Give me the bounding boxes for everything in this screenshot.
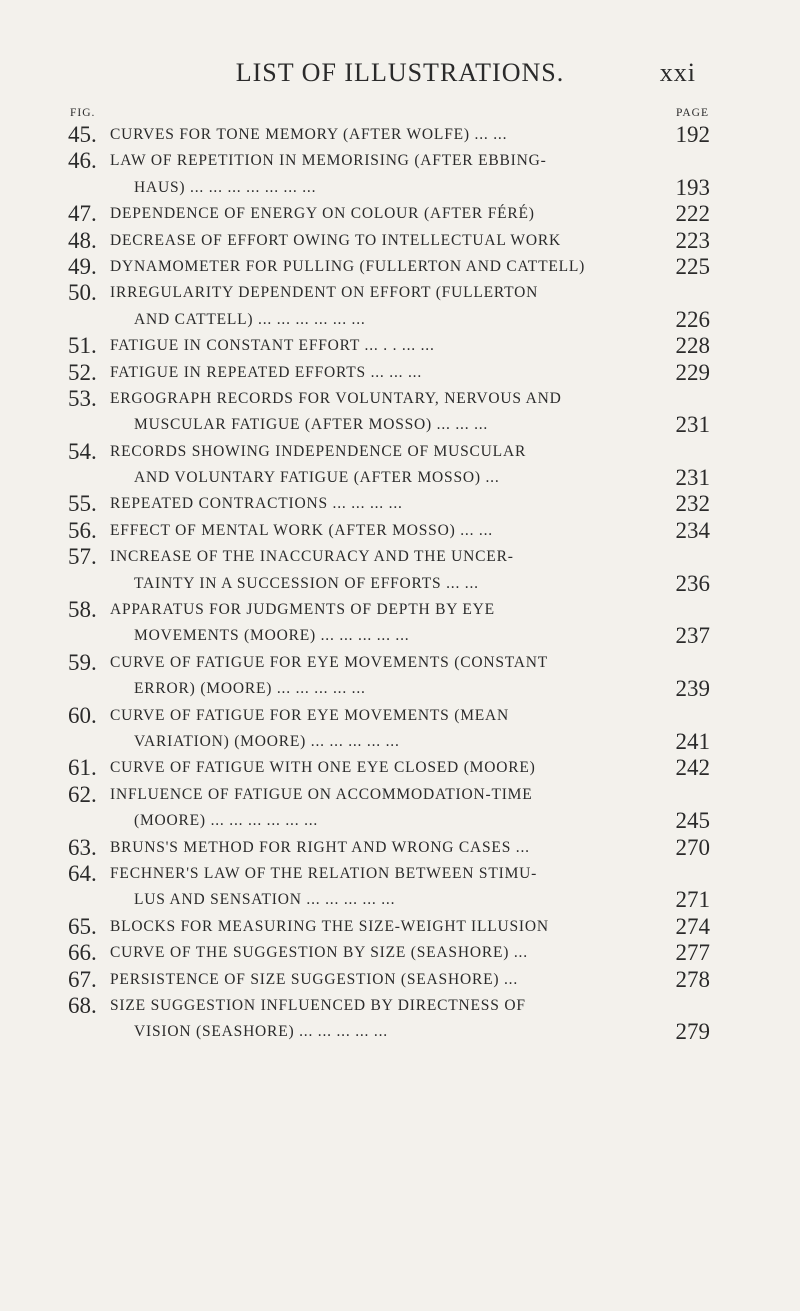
entry-line [68,967,710,993]
entry-line [68,439,710,465]
list-item [68,650,710,703]
figure-number: 68. [68,992,97,1018]
figure-caption: MUSCULAR FATIGUE (AFTER MOSSO) ... ... ... [134,416,489,434]
entry-continuation-line [68,465,710,491]
entry-continuation-line [68,412,710,438]
page-number: 223 [675,227,710,253]
figure-caption: ERROR) (MOORE) ... ... ... ... ... [134,680,366,698]
page-number: 193 [675,174,710,200]
entry-line [68,386,710,412]
list-item [68,782,710,835]
list-item [68,254,710,280]
entry-line [68,254,710,280]
page-number: 228 [675,333,710,359]
page-number: 232 [675,491,710,517]
figure-caption: HAUS) ... ... ... ... ... ... ... [134,178,317,196]
figure-caption: LAW OF REPETITION IN MEMORISING (AFTER EBBING- [110,152,547,170]
running-title: LIST OF ILLUSTRATIONS. [235,58,565,87]
page-number: 277 [675,940,710,966]
figure-caption: INFLUENCE OF FATIGUE ON ACCOMMODATION-TIME [110,785,533,803]
figure-number: 48. [68,227,97,253]
page-number: 222 [675,201,710,227]
figure-caption: PERSISTENCE OF SIZE SUGGESTION (SEASHORE) ... [110,970,519,988]
entry-line [68,360,710,386]
figure-caption: EFFECT OF MENTAL WORK (AFTER MOSSO) ... ... [110,521,493,539]
folio: xxi [659,58,696,87]
entry-continuation-line [68,623,710,649]
figure-number: 66. [68,940,97,966]
entry-continuation-line [68,175,710,201]
entry-line [68,940,710,966]
page-number: 225 [675,253,710,279]
list-item [68,518,710,544]
figure-caption: REPEATED CONTRACTIONS ... ... ... ... [110,495,403,513]
figure-number: 58. [68,597,97,623]
entry-line [68,597,710,623]
figure-caption: BRUNS'S METHOD FOR RIGHT AND WRONG CASES ... [110,838,530,856]
figure-caption: MOVEMENTS (MOORE) ... ... ... ... ... [134,627,410,645]
figure-caption: FATIGUE IN CONSTANT EFFORT ... . . ... ... [110,337,435,355]
figure-number: 54. [68,438,97,464]
page-number: 237 [675,623,710,649]
figure-caption: DEPENDENCE OF ENERGY ON COLOUR (AFTER FÉRÉ) [110,205,535,223]
list-item [68,491,710,517]
list-item [68,122,710,148]
figure-number: 57. [68,544,97,570]
figure-number: 62. [68,781,97,807]
entry-line [68,518,710,544]
figure-caption: DYNAMOMETER FOR PULLING (FULLERTON AND CATTELL) [110,257,586,275]
figure-caption: INCREASE OF THE INACCURACY AND THE UNCER- [110,548,514,566]
figure-number: 52. [68,359,97,385]
entry-continuation-line [68,1019,710,1045]
figure-number: 59. [68,649,97,675]
page-number: 279 [675,1019,710,1045]
entry-line [68,491,710,517]
figure-caption: CURVE OF THE SUGGESTION BY SIZE (SEASHORE) ... [110,944,528,962]
figure-caption: AND VOLUNTARY FATIGUE (AFTER MOSSO) ... [134,469,500,487]
list-item [68,597,710,650]
list-item [68,755,710,781]
list-item [68,703,710,756]
fig-column-label: FIG. [70,107,96,119]
entry-line [68,703,710,729]
page-number: 241 [675,728,710,754]
page-number: 274 [675,913,710,939]
list-item [68,280,710,333]
entry-line [68,280,710,306]
entry-continuation-line [68,571,710,597]
figure-number: 53. [68,385,97,411]
list-item [68,835,710,861]
figure-number: 64. [68,860,97,886]
figure-caption: CURVES FOR TONE MEMORY (AFTER WOLFE) ... ... [110,126,508,143]
entry-line [68,544,710,570]
figure-caption: CURVE OF FATIGUE FOR EYE MOVEMENTS (CONSTANT [110,653,549,671]
entry-continuation-line [68,676,710,702]
figure-number: 47. [68,201,97,227]
figure-caption: AND CATTELL) ... ... ... ... ... ... [134,310,366,328]
entry-line [68,201,710,227]
figure-caption: SIZE SUGGESTION INFLUENCED BY DIRECTNESS OF [110,996,526,1014]
page-header [0,58,800,88]
list-item [68,914,710,940]
figure-caption: CURVE OF FATIGUE WITH ONE EYE CLOSED (MOORE) [110,759,536,777]
figure-caption: VISION (SEASHORE) ... ... ... ... ... [134,1023,388,1041]
entry-continuation-line [68,808,710,834]
page-column-label: PAGE [676,107,709,119]
list-item [68,940,710,966]
list-item [68,360,710,386]
figure-caption: VARIATION) (MOORE) ... ... ... ... ... [134,732,400,750]
figure-caption: APPARATUS FOR JUDGMENTS OF DEPTH BY EYE [110,601,495,619]
figure-caption: CURVE OF FATIGUE FOR EYE MOVEMENTS (MEAN [110,706,510,724]
illustration-list [68,122,710,1046]
figure-number: 56. [68,517,97,543]
figure-number: 63. [68,834,97,860]
figure-number: 61. [68,755,97,781]
list-item [68,544,710,597]
figure-number: 46. [68,148,97,174]
list-item [68,993,710,1046]
list-item [68,439,710,492]
page-number: 271 [675,887,710,913]
list-item [68,967,710,993]
page-number: 239 [675,676,710,702]
figure-number: 65. [68,913,97,939]
figure-number: 51. [68,333,97,359]
page-number: 231 [675,465,710,491]
page-number: 278 [675,966,710,992]
list-item [68,201,710,227]
list-item [68,228,710,254]
entry-line [68,122,710,148]
figure-caption: BLOCKS FOR MEASURING THE SIZE-WEIGHT ILLUSION [110,917,549,935]
entry-line [68,835,710,861]
page-number: 245 [675,808,710,834]
list-item [68,386,710,439]
entry-line [68,782,710,808]
page-number: 226 [675,306,710,332]
entry-continuation-line [68,887,710,913]
entry-line [68,993,710,1019]
figure-caption: LUS AND SENSATION ... ... ... ... ... [134,891,396,909]
figure-number: 67. [68,966,97,992]
entry-continuation-line [68,729,710,755]
figure-number: 50. [68,280,97,306]
entry-line [68,148,710,174]
figure-number: 60. [68,702,97,728]
figure-caption: TAINTY IN A SUCCESSION OF EFFORTS ... ... [134,574,479,592]
page-number: 242 [675,755,710,781]
figure-caption: FECHNER'S LAW OF THE RELATION BETWEEN STIMU- [110,864,538,882]
figure-caption: IRREGULARITY DEPENDENT ON EFFORT (FULLERTON [110,284,539,302]
entry-line [68,228,710,254]
figure-number: 55. [68,491,97,517]
entry-line [68,861,710,887]
page-number: 192 [675,122,710,147]
figure-number: 45. [68,122,97,147]
page-number: 234 [675,517,710,543]
entry-line [68,755,710,781]
figure-caption: DECREASE OF EFFORT OWING TO INTELLECTUAL WORK [110,231,561,249]
entry-line [68,333,710,359]
figure-caption: (MOORE) ... ... ... ... ... ... [134,812,319,830]
figure-caption: RECORDS SHOWING INDEPENDENCE OF MUSCULAR [110,442,527,460]
list-item [68,333,710,359]
figure-number: 49. [68,253,97,279]
figure-caption: FATIGUE IN REPEATED EFFORTS ... ... ... [110,363,423,381]
page-number: 229 [675,359,710,385]
page-number: 236 [675,570,710,596]
page-number: 270 [675,834,710,860]
entry-line [68,650,710,676]
entry-line [68,914,710,940]
list-item [68,861,710,914]
figure-caption: ERGOGRAPH RECORDS FOR VOLUNTARY, NERVOUS AND [110,389,562,407]
page-number: 231 [675,412,710,438]
entry-continuation-line [68,307,710,333]
list-item [68,148,710,201]
